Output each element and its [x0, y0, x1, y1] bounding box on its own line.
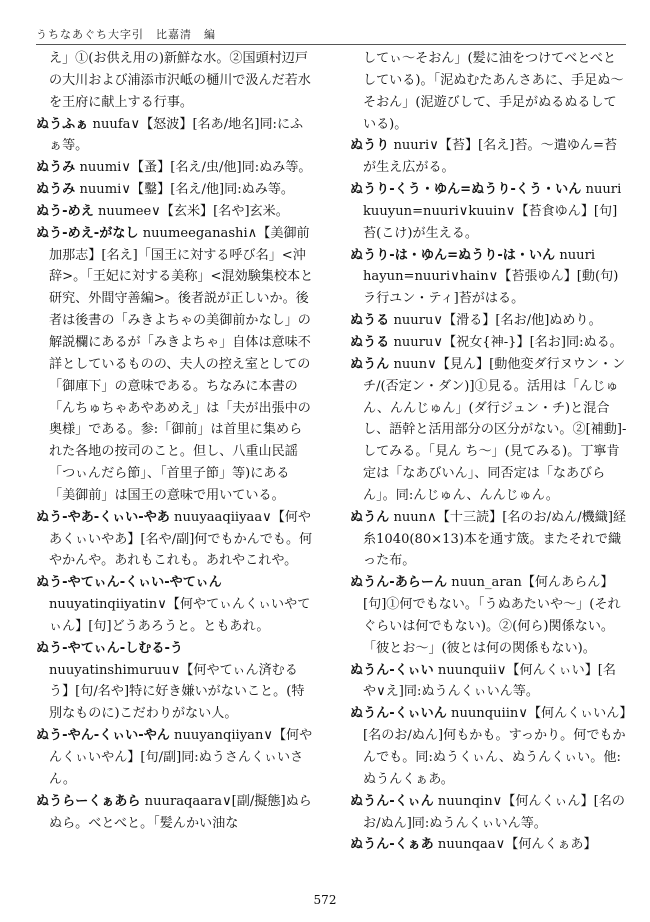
entry-definition: nuunquiin∨【何んくぃいん】[名のお/ぬん]何もかも。すっかり。何でもかんでも。同:ぬうくぃん、ぬうんくぃい。他:ぬうんくぁあ。: [363, 706, 626, 787]
entry-definition: nuuyatinqiiyatin∨【何やてぃんくぃいやてぃん】[句]どうあろうと。ともあれ。: [49, 597, 311, 634]
entry-headword: ぬうん-あらーん: [350, 575, 448, 591]
entry-headword: ぬうり: [350, 138, 390, 154]
page-number: 572: [313, 893, 337, 907]
dictionary-entry: [36, 223, 314, 507]
entry-definition: nuuraqaara∨[副/擬態]ぬらぬら。べとべと。「髪んかい油な: [49, 793, 312, 831]
entry-headword: ぬうふぁ: [36, 116, 89, 132]
dictionary-entry: [350, 507, 628, 573]
entry-definition: nuuri kuuyun=nuuri∨kuuin∨【苔食ゆん】[句]苔(こけ)が生える。: [363, 182, 622, 241]
entry-definition: nuufa∨【怒波】[名あ/地名]同:にふぁ等。: [49, 116, 304, 154]
running-header: うちなあぐち大字引 比嘉清 編: [36, 26, 626, 45]
entry-definition: nuumee∨【玄米】[名や]玄米。: [93, 203, 289, 219]
entry-headword: ぬうん-くぃいん: [350, 706, 447, 722]
entry-definition: nuuru∨【祝女{神-}】[名お]同:ぬる。: [389, 334, 623, 350]
dictionary-entry: [350, 310, 628, 332]
entry-definition: nuuri∨【苔】[名え]苔。〜遣ゆん=苔が生え広がる。: [363, 138, 618, 176]
right-column: [350, 48, 628, 856]
dictionary-entry: [350, 179, 628, 245]
dictionary-entry: [36, 114, 314, 158]
entry-definition: nuuyanqiiyan∨【何やんくぃいやん】[句/副]同:ぬうさんくぃいさん。: [49, 728, 313, 787]
entry-definition: nuuru∨【滑る】[名お/他]ぬめり。: [389, 313, 602, 329]
dictionary-entry: [350, 791, 628, 835]
dictionary-entry: [36, 157, 314, 179]
dictionary-entry: [350, 354, 628, 507]
entry-headword: ぬうん-くぃん: [350, 793, 434, 809]
entry-headword: ぬうる: [350, 313, 390, 329]
entry-headword: ぬうる: [350, 334, 390, 350]
dictionary-entry: [36, 572, 314, 638]
entry-headword: ぬうらーくぁあら: [36, 793, 141, 809]
entry-definition: nuuyatinshimuruu∨【何やてぃん済むるう】[句/名や]特に好き嫌いがないこと。(特別なものに)こだわりがない人。: [49, 662, 305, 722]
entry-definition: nuunqin∨【何んくぃん】[名のお/ぬん]同:ぬうんくぃいん等。: [363, 793, 625, 831]
entry-definition: nuuyaaqiiyaa∨【何やあくぃいやあ】[名や/副]何でもかんでも。何やかんや。あれもこれも。あれやこれや。: [49, 509, 313, 569]
entry-headword: ぬう-やてぃん-くぃい-やてぃん: [36, 575, 222, 591]
entry-headword: ぬう-やん-くぃい-やん: [36, 728, 170, 744]
entry-definition: nuumi∨【蚤】[名え/虫/他]同:ぬみ等。: [75, 160, 312, 176]
dictionary-entry: [36, 507, 314, 573]
entry-headword: ぬう-めえ-がなし: [36, 225, 139, 241]
dictionary-entry: [350, 332, 628, 354]
dictionary-entry: [350, 660, 628, 704]
dictionary-entry: [36, 791, 314, 835]
entry-definition: nuuri hayun=nuuri∨hain∨【苔張ゆん】[動(句)ラ行ユン・ティ]苔がはる。: [363, 247, 619, 307]
entry-definition: nuunquii∨【何んくぃい】[名や∨え]同:ぬうんくぃいん等。: [363, 662, 617, 700]
entry-definition: nuumeeganashi∧【美御前加那志】[名え]「国王に対する呼び名」<沖辞>。「王妃に対する美称」<混効験集校本と研究、外間守善編>。後者説が正しいか。後者は後書の「みきよちゃの美御前かなし」の解説欄にあるが「みきよちゃ」自体は意味不詳としているものの、夫人の控え室としての「御庫下」の意味である。ちなみに本書の「んちゅちゃあやあめえ」は「夫が出張中の奥様」である。参:「御前」は首里に集められた各地の按司のこと。但し、八重山民謡「つぃんだら節」、「首里子節」等)にある「美御前」は国王の意味で用いている。: [49, 225, 314, 503]
entry-headword: ぬうん: [350, 356, 390, 372]
entry-headword: ぬうみ: [36, 160, 76, 176]
dictionary-entry: [350, 245, 628, 311]
dictionary-entry: [350, 703, 628, 790]
dictionary-entry: [350, 834, 628, 856]
entry-headword: ぬうみ: [36, 182, 76, 198]
entry-headword: ぬうん-くぁあ: [350, 837, 434, 853]
dictionary-entry: [36, 201, 314, 223]
dictionary-entry: [36, 638, 314, 725]
entry-headword: ぬう-めえ: [36, 203, 94, 219]
entry-definition: nuun_aran【何んあらん】[句]①何でもない。「うぬあたいや〜」(それぐらいは何でもない)。②(何ら)関係ない。「彼とお〜」(彼とは何の関係もない)。: [363, 575, 621, 656]
entry-headword: ぬうり-くう・ゆん=ぬうり-くう・いん: [350, 182, 582, 198]
entry-headword: ぬうん: [350, 509, 390, 525]
dictionary-entry: [36, 725, 314, 791]
continued-entry-text: え」①(お供え用の)新鮮な水。②国頭村辺戸の大川および浦添市沢岻の樋川で汲んだ若水を王府に献上する行事。: [49, 51, 311, 110]
continued-entry-text: してぃ〜そおん」(髪に油をつけてべとべとしている)。「泥ぬむたあんさあに、手足ぬ〜そおん」(泥遊びして、手足がぬるぬるしている)。: [363, 51, 624, 132]
dictionary-entry: [36, 179, 314, 201]
entry-headword: ぬうり-は・ゆん=ぬうり-は・いん: [350, 247, 556, 263]
entry-definition: nuun∨【見ん】[動他変ダ行ヌウン・ンチ/(否定ン・ダン)]①見る。活用は「んじゅん、んんじゅん」(ダ行ジュン・チ)と混合し、語幹と活用部分の区分がない。②[補動]-してみる。「見ん ち〜」(見てみる)。丁寧肯定は「なあびいん」、同否定は「なあびらん」。同:んじゅん、んんじゅん。: [363, 356, 627, 503]
entry-headword: ぬう-やあ-くぃい-やあ: [36, 509, 170, 525]
dictionary-entry: [350, 135, 628, 179]
left-column: [36, 48, 314, 834]
entry-definition: nuunqaa∨【何んくぁあ】: [433, 837, 597, 853]
entry-definition: nuun∧【十三読】[名のお/ぬん/機織]経糸1040(80×13)本を通す筬。またそれで織った布。: [363, 509, 627, 569]
entry-headword: ぬうん-くぃい: [350, 662, 434, 678]
entry-headword: ぬう-やてぃん-しむる-う: [36, 640, 183, 656]
dictionary-entry: [350, 572, 628, 659]
entry-definition: nuumi∨【鑿】[名え/他]同:ぬみ等。: [75, 182, 295, 198]
